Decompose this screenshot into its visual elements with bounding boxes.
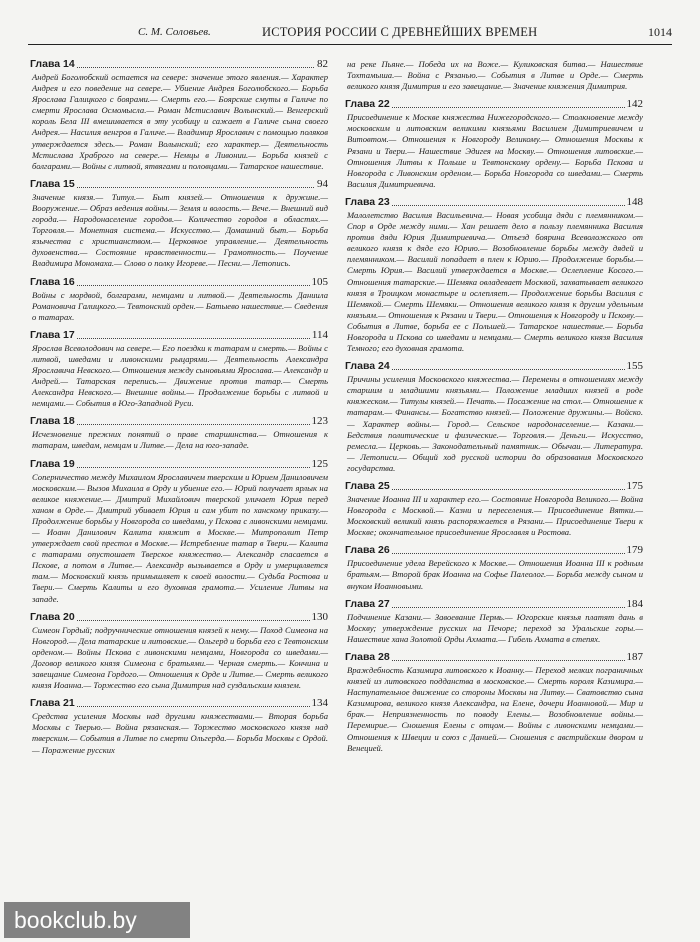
chapter-summary: Андрей Боголюбский остается на севере: значение этого явления.— Характер Андрея и его поведение на севере.— Убиение Андрея Боголюбского.— Борьба Ярослава Галицкого с боярами.— Смерть его.— Боярские смуты в Галиче по смерти Ярослава Осмомысла.— Роман Мстиславич Волынский.— Венгерский король Бела III вмешивается в эту усобицу и сажает в Галиче сына своего Андрея.— Насилия венгров в Галиче.— Владимир Ярославич с помощью поляков утверждается здесь.— Роман Волынский; его характер.— Деятельность Мстислава Храброго на севере.— Немцы в Ливонии.— Борьба князей с болгарами.— Войны с литвой, ятвягами и половцами.— Татарское нашествие. (32, 72, 328, 171)
chapter-summary: Причины усиления Московского княжества.— Перемены в отношениях между старшим и младшими князьями.— Положение младших князей в роде княжеском.— Титулы князей.— Печать.— Посажение на стол.— Отношение к татарам.— Финансы.— Богатство князей.— Положение дружины.— Войско.— Характер войны.— Город.— Сельское народонаселение.— Казаки.— Бедствия политические и физические.— Торговля.— Деньги.— Искусство, ремесла.— Церковь.— Законодательный памятник.— Обычаи.— Литература.— Летописи.— Общий ход русской истории до образования Московского государства. (347, 374, 643, 473)
chapter-entry (30, 697, 328, 755)
header-author: С. М. Соловьев. (138, 26, 211, 38)
chapter-heading (345, 196, 643, 209)
chapter-heading (345, 360, 643, 373)
chapter-summary: Присоединение к Москве княжества Нижегородского.— Столкновение между московским и литовским великими князьями Василием Димитриевичем и Витовтом.— Отношения к Новгороду Великому.— Отношения Москвы к Рязани и Твери.— Нашествие Эдигея на Москву.— Отношения литовские.— Отношения Литвы к Польше и Тевтонскому ордену.— Борьба Пскова и Новгорода с Ливонским орденом.— Борьба Новгорода со шведами.— Смерть Василия Димитриевича. (347, 112, 643, 189)
chapter-entry (30, 178, 328, 270)
chapter-summary: Подчинение Казани.— Завоевание Пермь.— Югорские князья платят дань в Москву; утверждение русских на Печоре; переход за Уральские горы.— Нашествие хана Золотой Орды Ахмата.— Гибель Ахмата в степях. (347, 611, 643, 644)
chapter-page-number: 105 (311, 275, 328, 288)
chapter-heading (30, 458, 328, 471)
chapter-title: Глава 23 (345, 195, 390, 208)
chapter-summary: Соперничество между Михаилом Ярославичем тверским и Юрием Даниловичем московским.— Вызов Михаила в Орду и убиение его.— Юрий получает ярлык на великое княжение.— Дмитрий Михайлович тверской уличает Юрия перед ханом в Орде.— Дмитрий убивает Юрия и сам убит по ханскому приказу.— Продолжение борьбы у Новгорода со шведами, у Пскова с ливонскими немцами.— Иоанн Данилович Калита княжит в Москве.— Митрополит Петр утверждает свой престол в Москве.— Истребление татар в Твери.— Калита с татарами опустошает Тверское княжество.— Александр спасается в Пскове, а потом в Литве.— Александр вызывается в Орду и умерщвляется там.— Московский князь примышляет к своей волости.— Судьба Ростова и Твери.— Смерть Калиты и его духовная грамота.— Усиление Литвы на западе. (32, 471, 328, 604)
chapter-heading (30, 611, 328, 624)
chapter-title: Глава 26 (345, 544, 390, 557)
chapter-summary: Симеон Гордый; подручнические отношения князей к нему.— Поход Симеона на Новгород.— Дела татарские и литовские.— Ольгерд и борьба его с Тевтонским орденом.— Войны Пскова с ливонскими немцами, Новгорода со шведами.— Договор великого князя Симеона с братьями.— Черная смерть.— Кончина и завещание Симеона Гордого.— Отношения к Орде и Литве.— Смерть великого князя Иоанна.— Торжество его сына Димитрия над суздальским князем. (32, 624, 328, 691)
chapter-heading (345, 480, 643, 493)
chapter-page-number: 142 (626, 98, 643, 111)
chapter-entry (345, 598, 643, 645)
chapter-heading (30, 276, 328, 289)
chapter-title: Глава 25 (345, 480, 390, 492)
chapter-entry (345, 98, 643, 190)
chapter-title: Глава 17 (30, 328, 75, 341)
chapter-entry (30, 611, 328, 692)
chapter-title: Глава 22 (345, 98, 390, 111)
chapter-page-number: 134 (311, 697, 328, 710)
chapter-entry (345, 651, 643, 754)
chapter-heading (345, 544, 643, 557)
chapter-heading (345, 651, 643, 664)
chapter-entry (30, 58, 328, 172)
chapter-heading (345, 98, 643, 111)
chapter-page-number: 114 (311, 328, 328, 341)
contents-left-column (30, 58, 328, 762)
chapter-title: Глава 27 (345, 597, 390, 610)
chapter-heading (30, 415, 328, 428)
chapter-summary: Средства усиления Москвы над другими княжествами.— Вторая борьба Москвы с Тверью.— Война рязанская.— Торжество московского князя над тверским.— События в Литве по смерти Ольгерда.— Борьба Москвы с Ордой.— Поражение русских (32, 711, 328, 755)
chapter-page-number: 148 (626, 195, 643, 208)
chapter-summary: Ярослав Всеволодович на севере.— Его поездки к татарам и смерть.— Войны с литвой, шведами и ливонскими рыцарями.— Деятельность Александра Ярославича Невского.— Отношения между сыновьями Ярослава.— Александр и Андрей.— Татарская перепись.— Движение против татар.— Смерть Александра Невского.— Внешние войны.— Продолжение борьбы с литвой и немцами.— События в Юго-Западной Руси. (32, 342, 328, 409)
chapter-summary: Войны с мордвой, болгарами, немцами и литвой.— Деятельность Даниила Романовича Галицкого.— Тевтонский орден.— Батыево нашествие.— Сведения о татарах. (32, 289, 328, 322)
chapter-title: Глава 18 (30, 415, 75, 428)
chapter-entry (345, 59, 643, 92)
header-title: ИСТОРИЯ РОССИИ С ДРЕВНЕЙШИХ ВРЕМЕН (262, 25, 538, 39)
chapter-heading (30, 329, 328, 342)
chapter-entry (30, 415, 328, 451)
chapter-entry (30, 276, 328, 323)
chapter-title: Глава 20 (30, 610, 75, 623)
chapter-entry (345, 480, 643, 538)
chapter-title: Глава 19 (30, 457, 75, 470)
chapter-entry (345, 360, 643, 474)
chapter-page-number: 123 (311, 415, 328, 428)
chapter-page-number: 94 (317, 177, 328, 190)
chapter-heading (30, 178, 328, 191)
chapter-entry (345, 196, 643, 354)
chapter-heading (345, 598, 643, 611)
chapter-title: Глава 16 (30, 275, 75, 288)
chapter-entry (30, 458, 328, 605)
page-number: 1014 (648, 25, 672, 39)
chapter-page-number: 179 (626, 544, 643, 557)
running-header (28, 22, 672, 45)
chapter-summary: Исчезновение прежних понятий о праве старшинства.— Отношения к татарам, шведам, немцам и Литве.— Дела на юго-западе. (32, 429, 328, 451)
chapter-heading (30, 58, 328, 71)
chapter-summary: Враждебность Казимира литовского к Иоанну.— Переход мелких пограничных князей из литовского подданства в московское.— Смерть короля Казимира.— Наступательное движение со стороны Москвы на Литву.— Сватовство сына Казимирова, великого князя Александра, на Елене, дочери Иоанновой.— Мир и брак.— Неприязненность по поводу Елены.— Возобновление войны.— Перемирие.— Сношения Елены с отцом.— Войны с ливонскими немцами.— Отношения к Швеции и союз с Данией.— Сношения с австрийским двором и Венецией. (347, 664, 643, 753)
chapter-page-number: 187 (626, 650, 643, 663)
chapter-summary: на реке Пьяне.— Победа их на Воже.— Куликовская битва.— Нашествие Тохтамыша.— Война с Рязанью.— События в Литве и Орде.— Смерть великого князя Димитрия и его завещание.— Значение княжения Димитрия. (347, 59, 643, 92)
chapter-title: Глава 14 (30, 58, 75, 70)
chapter-summary: Значение Иоанна III и характер его.— Состояние Новгорода Великого.— Война Новгорода с Москвой.— Казни и переселения.— Присоединение Вятки.— Московский великий князь распоряжается в Рязани.— Присоединение Твери к Москве; окончательное присоединение Ярославля и Ростова. (347, 494, 643, 538)
chapter-page-number: 155 (626, 360, 643, 373)
chapter-entry (30, 329, 328, 410)
watermark-logo: bookclub.by (4, 902, 190, 938)
chapter-page-number: 82 (317, 58, 328, 70)
chapter-heading (30, 697, 328, 710)
chapter-title: Глава 15 (30, 177, 75, 190)
chapter-title: Глава 21 (30, 697, 75, 710)
chapter-entry (345, 544, 643, 591)
chapter-summary: Значение князя.— Титул.— Быт князей.— Отношения к дружине.— Вооружение.— Образ ведения войны.— Земля и волость.— Вече.— Внешний вид города.— Народонаселение городов.— Количество городов в областях.— Торговля.— Монетная система.— Искусство.— Домашний быт.— Борьба язычества с христианством.— Церковное управление.— Деятельность духовенства.— Состояние нравственности.— Грамотность.— Поучение Владимира Мономаха.— Слово о полку Игореве.— Песни.— Летопись. (32, 191, 328, 269)
chapter-page-number: 175 (626, 480, 643, 492)
contents-right-column (345, 58, 643, 760)
chapter-page-number: 130 (311, 610, 328, 623)
chapter-page-number: 125 (311, 457, 328, 470)
chapter-title: Глава 24 (345, 360, 390, 373)
chapter-title: Глава 28 (345, 650, 390, 663)
chapter-summary: Малолетство Василия Васильевича.— Новая усобица дяди с племянником.— Спор в Орде между ними.— Хан решает дело в пользу племянника Василия против дяди Юрия Димитриевича.— Отъезд боярина Всеволожского от великого князя к дяде его Юрию.— Возобновление борьбы между дядей и племянником.— Василий попадает в плен к Юрию.— Продолжение борьбы.— Смерть Юрия.— Василий утверждается в Москве.— Ослепление Косого.— Отношения татарские.— Шемяка овладевает Москвой, захватывает великого князя в Троицком монастыре и ослепляет.— Продолжение борьбы Василия с Шемякой.— Смерть Шемяки.— Отношения великого князя к другим удельным князьям.— Отношения к Рязани и Твери.— Отношения к Новгороду и Пскову.— События в Литве, борьба ее с Польшей.— Татарское нашествие.— Борьба Новгорода и Пскова со шведами и немцами.— Смерть великого князя Василия Темного; его духовная грамота. (347, 209, 643, 354)
chapter-summary: Присоединение удела Верейского к Москве.— Отношения Иоанна III к родным братьям.— Второй брак Иоанна на Софье Палеолог.— Борьба между сыном и внуком Иоанновыми. (347, 558, 643, 591)
chapter-page-number: 184 (626, 597, 643, 610)
